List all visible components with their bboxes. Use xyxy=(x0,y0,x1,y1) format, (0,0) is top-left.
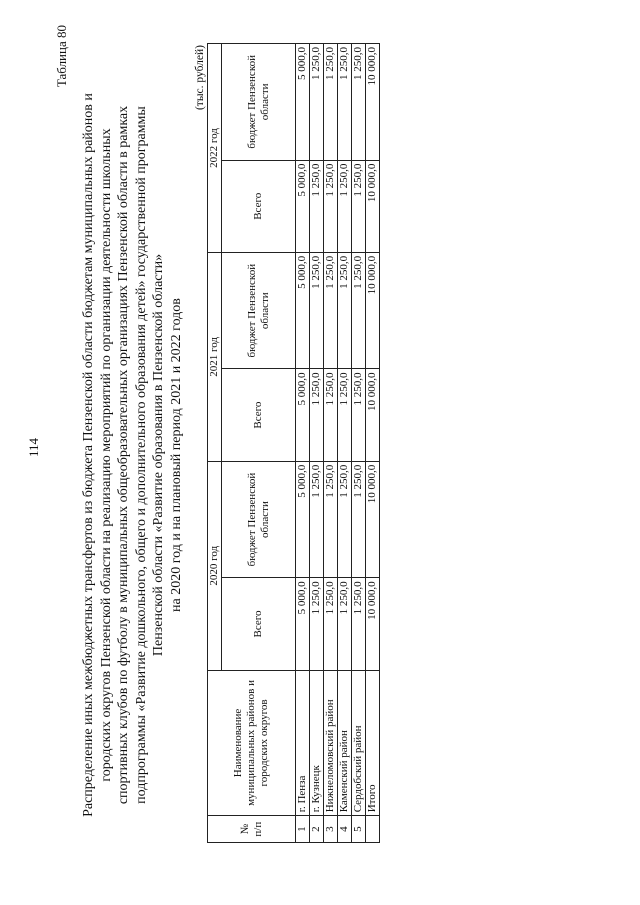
row-number: 5 xyxy=(352,816,366,843)
table-row xyxy=(324,44,338,843)
cell-value: 1 250,0 xyxy=(352,252,366,369)
allocation-table xyxy=(207,43,380,843)
cell-value: 1 250,0 xyxy=(338,369,352,461)
cell-value: 10 000,0 xyxy=(366,461,380,578)
cell-value: 5 000,0 xyxy=(296,578,310,670)
cell-value: 1 250,0 xyxy=(310,44,324,161)
table-row xyxy=(338,44,352,843)
cell-value: 1 250,0 xyxy=(324,44,338,161)
cell-value: 1 250,0 xyxy=(324,369,338,461)
cell-value: 1 250,0 xyxy=(338,252,352,369)
cell-value: 1 250,0 xyxy=(310,461,324,578)
row-name: Нижнеломовский район xyxy=(324,670,338,816)
row-number: 2 xyxy=(310,816,324,843)
table-row xyxy=(352,44,366,843)
cell-value: 1 250,0 xyxy=(338,44,352,161)
document-title xyxy=(80,65,186,845)
row-name: Каменский район xyxy=(338,670,352,816)
cell-value: 5 000,0 xyxy=(296,44,310,161)
cell-value: 1 250,0 xyxy=(310,252,324,369)
table-row xyxy=(310,44,324,843)
header-year: 2021 год xyxy=(208,252,222,461)
cell-value: 10 000,0 xyxy=(366,578,380,670)
header-year: 2022 год xyxy=(208,44,222,253)
cell-value: 1 250,0 xyxy=(338,461,352,578)
cell-value: 1 250,0 xyxy=(352,369,366,461)
header-name: Наименование муниципальных районов и городских округов xyxy=(208,670,296,816)
cell-value: 5 000,0 xyxy=(296,252,310,369)
header-budget: бюджет Пензенской области xyxy=(222,44,296,161)
cell-value: 10 000,0 xyxy=(366,44,380,161)
title-line: на 2020 год и на плановый период 2021 и 2022 годов xyxy=(168,298,184,612)
row-number: 1 xyxy=(296,816,310,843)
cell-value: 1 250,0 xyxy=(324,461,338,578)
cell-value: 5 000,0 xyxy=(296,461,310,578)
table-number: Таблица 80 xyxy=(54,25,69,88)
header-total: Всего xyxy=(222,369,296,461)
cell-value: 1 250,0 xyxy=(352,44,366,161)
cell-value: 1 250,0 xyxy=(352,578,366,670)
cell-value: 1 250,0 xyxy=(352,461,366,578)
header-year: 2020 год xyxy=(208,461,222,670)
title-line: подпрограммы «Развитие дошкольного, общего и дополнительного образования детей» государственной программы xyxy=(133,106,149,804)
row-number: 3 xyxy=(324,816,338,843)
cell-value: 1 250,0 xyxy=(310,160,324,252)
title-line: Пензенской области «Развитие образования в Пензенской области» xyxy=(151,253,167,657)
cell-value: 5 000,0 xyxy=(296,369,310,461)
cell-value: 1 250,0 xyxy=(310,369,324,461)
row-name: г. Пенза xyxy=(296,670,310,816)
cell-value: 5 000,0 xyxy=(296,160,310,252)
row-number: 4 xyxy=(338,816,352,843)
header-budget: бюджет Пензенской области xyxy=(222,461,296,578)
header-total: Всего xyxy=(222,160,296,252)
row-name: г. Кузнецк xyxy=(310,670,324,816)
header-budget: бюджет Пензенской области xyxy=(222,252,296,369)
row-name: Сердобский район xyxy=(352,670,366,816)
cell-value: 1 250,0 xyxy=(338,578,352,670)
row-number xyxy=(366,816,380,843)
table-total-row xyxy=(366,44,380,843)
cell-value: 10 000,0 xyxy=(366,252,380,369)
cell-value: 10 000,0 xyxy=(366,369,380,461)
units-label: (тыс. рублей) xyxy=(194,45,206,111)
title-line: спортивных клубов по футболу в муниципальных общеобразовательных организациях Пензенской области в рамках xyxy=(116,105,132,805)
title-line: городских округов Пензенской области на реализацию мероприятий по организации деятельности школьных xyxy=(98,128,114,782)
cell-value: 1 250,0 xyxy=(324,160,338,252)
cell-value: 1 250,0 xyxy=(338,160,352,252)
page-number: 114 xyxy=(26,437,41,457)
title-line: Распределение иных межбюджетных трансфертов из бюджета Пензенской области бюджетам муниципальных районов и xyxy=(81,93,96,817)
row-name: Итого xyxy=(366,670,380,816)
header-total: Всего xyxy=(222,578,296,670)
cell-value: 1 250,0 xyxy=(352,160,366,252)
cell-value: 1 250,0 xyxy=(310,578,324,670)
cell-value: 1 250,0 xyxy=(324,578,338,670)
cell-value: 10 000,0 xyxy=(366,160,380,252)
header-number: № п/п xyxy=(208,816,296,843)
table-row xyxy=(296,44,310,843)
cell-value: 1 250,0 xyxy=(324,252,338,369)
